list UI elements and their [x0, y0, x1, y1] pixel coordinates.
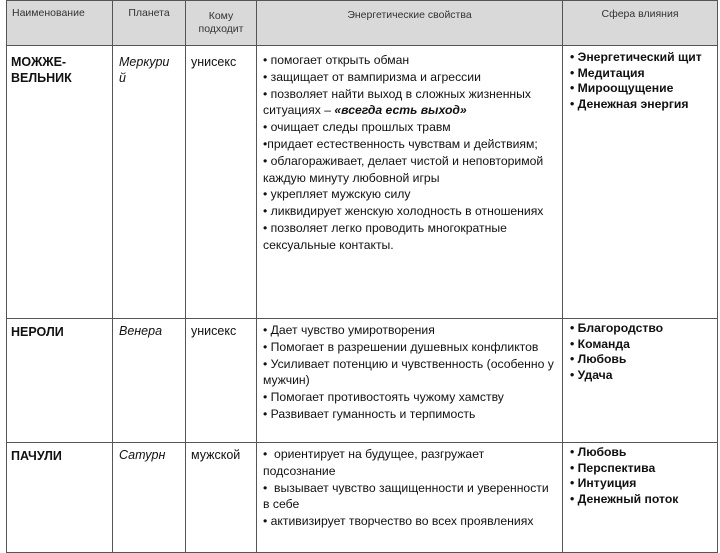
energy-line: • укрепляет мужскую силу — [263, 187, 411, 202]
energy-line: • Помогает противостоять чужому хамству — [263, 390, 504, 405]
oil-name: ПАЧУЛИ — [7, 443, 113, 553]
sphere-item: • Любовь — [570, 445, 627, 459]
sphere-item: • Удача — [570, 367, 613, 382]
oil-who: унисекс — [186, 319, 257, 443]
oil-planet: Венера — [113, 319, 186, 443]
oil-energy — [257, 319, 563, 443]
energy-line: • Усиливает потенцию и чувственность (особенно у мужчин) — [263, 356, 558, 388]
energy-line: • активизирует творчество во всех проявлениях — [263, 514, 534, 529]
oils-table — [6, 0, 718, 553]
sphere-item: • Любовь — [570, 352, 627, 366]
oil-energy — [257, 443, 563, 553]
sphere-item: • Денежная энергия — [570, 96, 689, 111]
header-energy: Энергетические свойства — [257, 1, 563, 46]
sphere-item: • Энергетический щит — [570, 50, 702, 64]
oil-planet: Меркурий — [113, 46, 186, 319]
sphere-item: • Благородство — [570, 321, 664, 335]
sphere-item: • Мироощущение — [570, 81, 674, 95]
oil-name: НЕРОЛИ — [7, 319, 113, 443]
energy-line: • вызывает чувство защищенности и уверенности в себе — [263, 480, 553, 512]
energy-line: • позволяет легко проводить многократные сексуальные контакты. — [263, 220, 511, 252]
oil-planet: Сатурн — [113, 443, 186, 553]
header-planet: Планета — [113, 1, 186, 46]
energy-emphasis: «всегда есть выход» — [334, 103, 467, 118]
oil-who: мужской — [186, 443, 257, 553]
sphere-item: • Интуиция — [570, 476, 637, 490]
energy-line: • защищает от вампиризма и агрессии — [263, 69, 481, 84]
energy-line: • Дает чувство умиротворения — [263, 323, 435, 337]
table-row — [7, 319, 718, 443]
energy-line: • ликвидирует женскую холодность в отношениях — [263, 204, 544, 219]
sphere-item: • Перспектива — [570, 460, 656, 475]
energy-line: • очищает следы прошлых травм — [263, 120, 451, 135]
oil-name: МОЖЖЕ-ВЕЛЬНИК — [7, 46, 113, 319]
energy-line: • облагораживает, делает чистой и неповторимой каждую минуту любовной игры — [263, 153, 547, 185]
energy-line: •придает естественность чувствам и действиям; — [263, 136, 538, 151]
energy-line: • ориентирует на будущее, разгружает подсознание — [263, 447, 488, 478]
header-row — [7, 1, 718, 46]
oil-who: унисекс — [186, 46, 257, 319]
oil-sphere — [563, 46, 718, 319]
oil-sphere — [563, 443, 718, 553]
energy-line: • Помогает в разрешении душевных конфликтов — [263, 339, 539, 354]
energy-line: • Развивает гуманность и терпимость — [263, 406, 476, 421]
oil-energy — [257, 46, 563, 319]
sphere-item: • Команда — [570, 336, 630, 351]
oil-sphere — [563, 319, 718, 443]
energy-line: • помогает открыть обман — [263, 53, 410, 67]
table-row — [7, 443, 718, 553]
header-name: Наименование — [7, 1, 113, 46]
energy-line: • позволяет найти выход в сложных жизненных ситуациях – — [263, 86, 532, 118]
sphere-item: • Денежный поток — [570, 491, 679, 506]
sphere-item: • Медитация — [570, 65, 645, 80]
header-who: Кому подходит — [186, 1, 257, 46]
header-sphere: Сфера влияния — [563, 1, 718, 46]
table-row — [7, 46, 718, 319]
